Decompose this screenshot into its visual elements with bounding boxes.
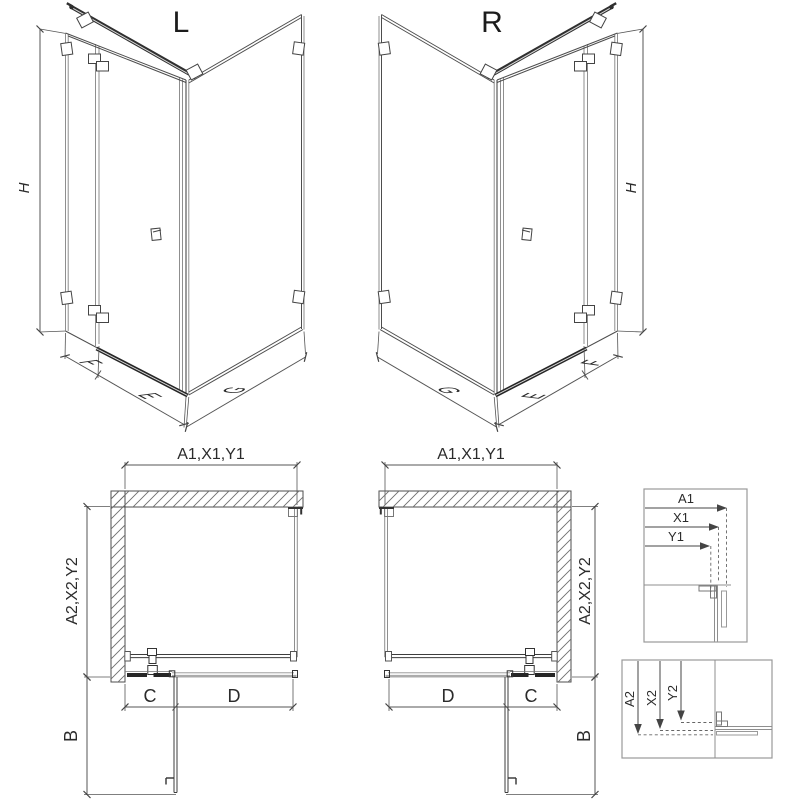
detail-label-a2: A2 — [622, 691, 637, 707]
detail-label-y1: Y1 — [668, 529, 684, 544]
dim-label-side-panel-left: G — [214, 386, 255, 395]
detail-box-width-measures — [644, 489, 747, 642]
dim-label-d-left: D — [227, 686, 241, 706]
dim-label-height-right: H — [623, 182, 640, 194]
dim-label-c-left: C — [143, 686, 157, 706]
dim-label-door-width-right: E — [514, 391, 553, 401]
dim-label-side-panel-right: G — [428, 386, 469, 395]
detail-label-a1: A1 — [678, 491, 694, 506]
plan-width-label-left: A1,X1,Y1 — [177, 446, 245, 463]
variant-label-right: R — [481, 6, 503, 39]
dim-label-fixed-panel-left: F — [71, 358, 110, 367]
dim-label-door-swing-left: B — [61, 729, 81, 743]
detail-label-x1: X1 — [673, 510, 689, 525]
plan-depth-label-left: A2,X2,Y2 — [64, 557, 81, 625]
dim-label-height-left: H — [16, 182, 33, 194]
plan-depth-label-right: A2,X2,Y2 — [577, 557, 594, 625]
wall-hatching — [111, 491, 571, 682]
variant-label-left: L — [172, 6, 190, 39]
detail-box-depth-measures — [622, 660, 772, 758]
plan-width-label-right: A1,X1,Y1 — [437, 446, 505, 463]
dim-label-door-swing-right: B — [574, 729, 594, 743]
dim-label-fixed-panel-right: F — [573, 358, 612, 367]
dim-label-door-width-left: E — [130, 391, 169, 401]
detail-label-x2: X2 — [644, 690, 659, 706]
detail-label-y2: Y2 — [665, 685, 680, 701]
dim-label-c-right: C — [524, 686, 538, 706]
dim-label-d-right: D — [441, 686, 455, 706]
